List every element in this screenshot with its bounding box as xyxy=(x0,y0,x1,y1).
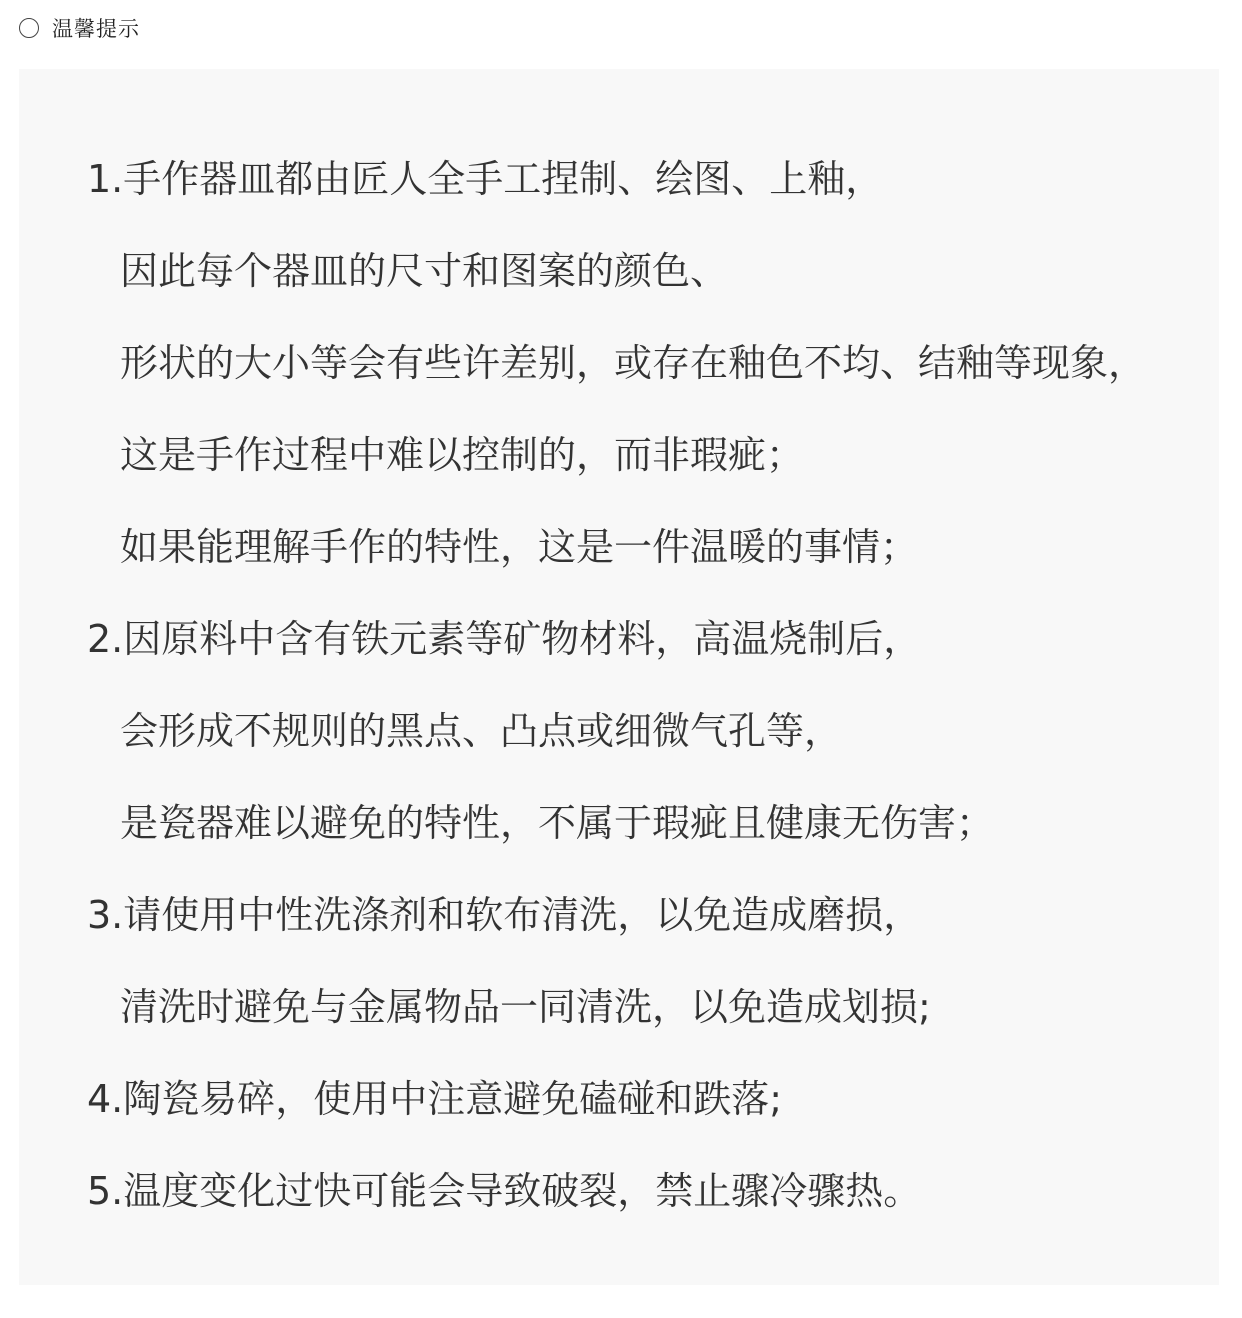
note-3-text: 请使用中性洗涤剂和软布清洗，以免造成磨损， xyxy=(123,893,922,937)
note-1-line-1 xyxy=(87,157,883,201)
note-5-number: 5. xyxy=(87,1169,124,1213)
section-title: 温馨提示 xyxy=(52,17,140,41)
note-2-number: 2. xyxy=(87,617,124,661)
note-1-line-3: 形状的大小等会有些许差别，或存在釉色不均、结釉等现象， xyxy=(120,341,1147,385)
note-2-line-2: 会形成不规则的黑点、凸点或细微气孔等， xyxy=(120,709,843,753)
note-1-text: 手作器皿都由匠人全手工捏制、绘图、上釉， xyxy=(123,157,884,201)
note-1-number: 1. xyxy=(87,157,124,201)
section-header xyxy=(19,12,140,44)
note-3-number: 3. xyxy=(87,893,124,937)
note-3-line-2: 清洗时避免与金属物品一同清洗，以免造成划损; xyxy=(120,985,931,1029)
note-5-line-1 xyxy=(87,1169,921,1213)
radio-circle-icon xyxy=(19,18,39,38)
note-2-text: 因原料中含有铁元素等矿物材料，高温烧制后， xyxy=(123,617,922,661)
note-5-text: 温度变化过快可能会导致破裂，禁止骤冷骤热。 xyxy=(123,1169,922,1213)
note-1-line-4: 这是手作过程中难以控制的，而非瑕疵； xyxy=(120,433,805,477)
note-4-number: 4. xyxy=(87,1077,124,1121)
note-4-text: 陶瓷易碎，使用中注意避免磕碰和跌落; xyxy=(123,1077,783,1121)
note-1-line-5: 如果能理解手作的特性，这是一件温暖的事情； xyxy=(120,525,919,569)
note-3-line-1 xyxy=(87,893,921,937)
note-2-line-1 xyxy=(87,617,921,661)
note-2-line-3: 是瓷器难以避免的特性，不属于瑕疵且健康无伤害； xyxy=(120,801,995,845)
note-1-line-2: 因此每个器皿的尺寸和图案的颜色、 xyxy=(120,249,729,293)
note-4-line-1 xyxy=(87,1077,782,1121)
notes-panel xyxy=(19,69,1219,1285)
